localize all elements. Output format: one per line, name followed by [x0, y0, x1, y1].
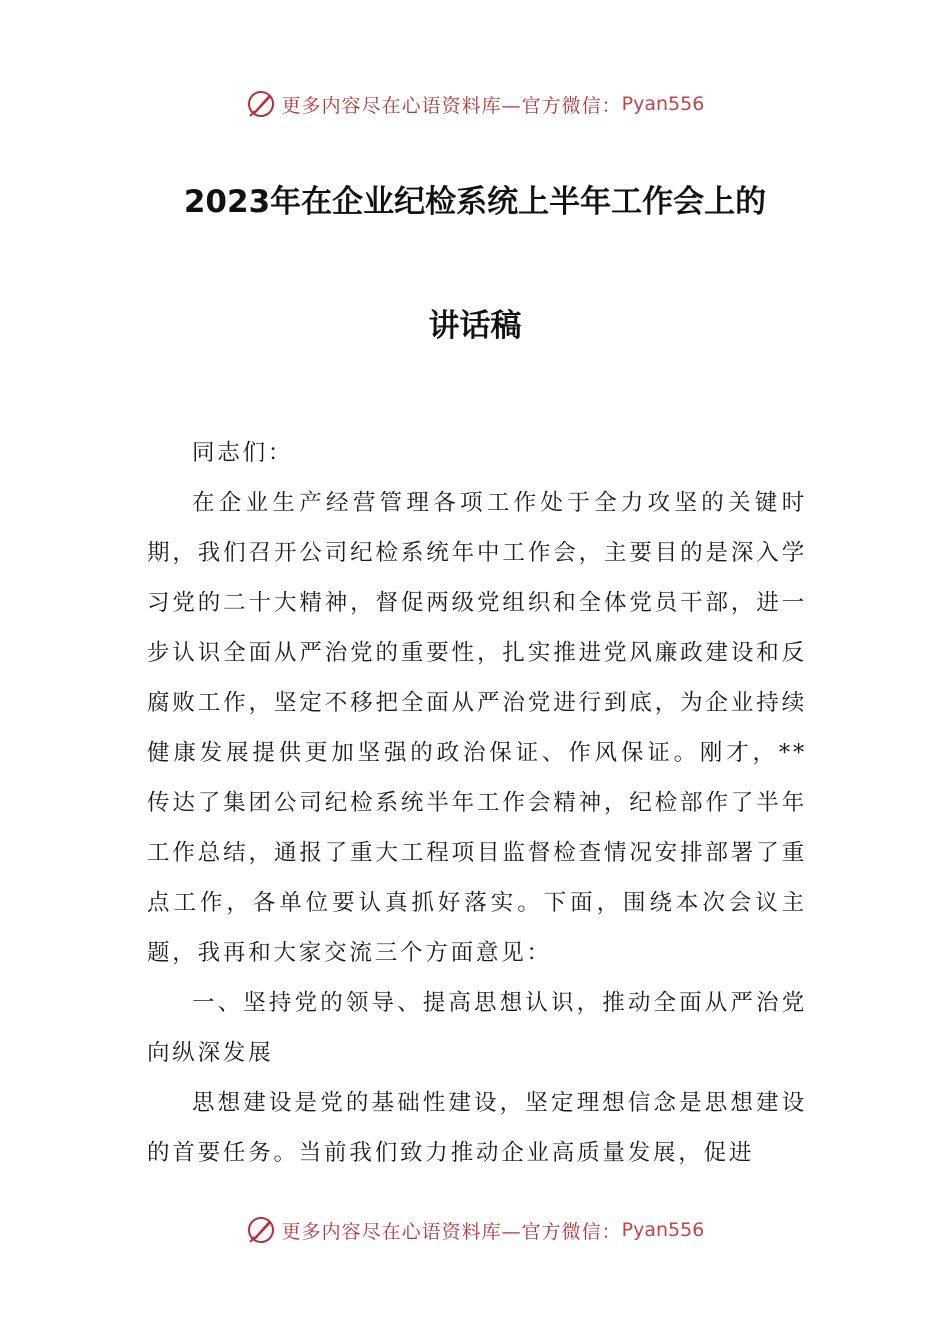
footer-banner	[0, 1210, 950, 1250]
banner-wechat-id: Pyan556	[621, 1219, 705, 1241]
quill-logo-icon	[246, 1215, 276, 1245]
banner-text: 更多内容尽在心语资料库—官方微信：	[281, 94, 622, 117]
paragraph-intro: 在企业生产经营管理各项工作处于全力攻坚的关键时期，我们召开公司纪检系统年中工作会，主要目的是深入学习党的二十大精神，督促两级党组织和全体党员干部，进一步认识全面从严治党的重要性，扎实推进党风廉政建设和反腐败工作，坚定不移把全面从严治党进行到底，为企业持续健康发展提供更加坚强的政治保证、作风保证。刚才，**传达了集团公司纪检系统半年工作会精神，纪检部作了半年工作总结，通报了重大工程项目监督检查情况安排部署了重点工作，各单位要认真抓好落实。下面，围绕本次会议主题，我再和大家交流三个方面意见：	[147, 490, 807, 966]
banner-wechat-id: Pyan556	[621, 93, 705, 115]
quill-logo-icon	[246, 89, 276, 119]
document-title-line2: 讲话稿	[428, 308, 522, 344]
salutation: 同志们：	[192, 440, 294, 466]
header-banner	[0, 84, 950, 124]
document-title-line1: 2023年在企业纪检系统上半年工作会上的	[183, 184, 767, 220]
document-body	[147, 428, 807, 1178]
banner-text: 更多内容尽在心语资料库—官方微信：	[281, 1220, 622, 1243]
section-heading-1: 一、坚持党的领导、提高思想认识，推动全面从严治党向纵深发展	[147, 990, 807, 1066]
paragraph-section-1: 思想建设是党的基础性建设，坚定理想信念是思想建设的首要任务。当前我们致力推动企业高质量发展，促进	[147, 1090, 807, 1166]
